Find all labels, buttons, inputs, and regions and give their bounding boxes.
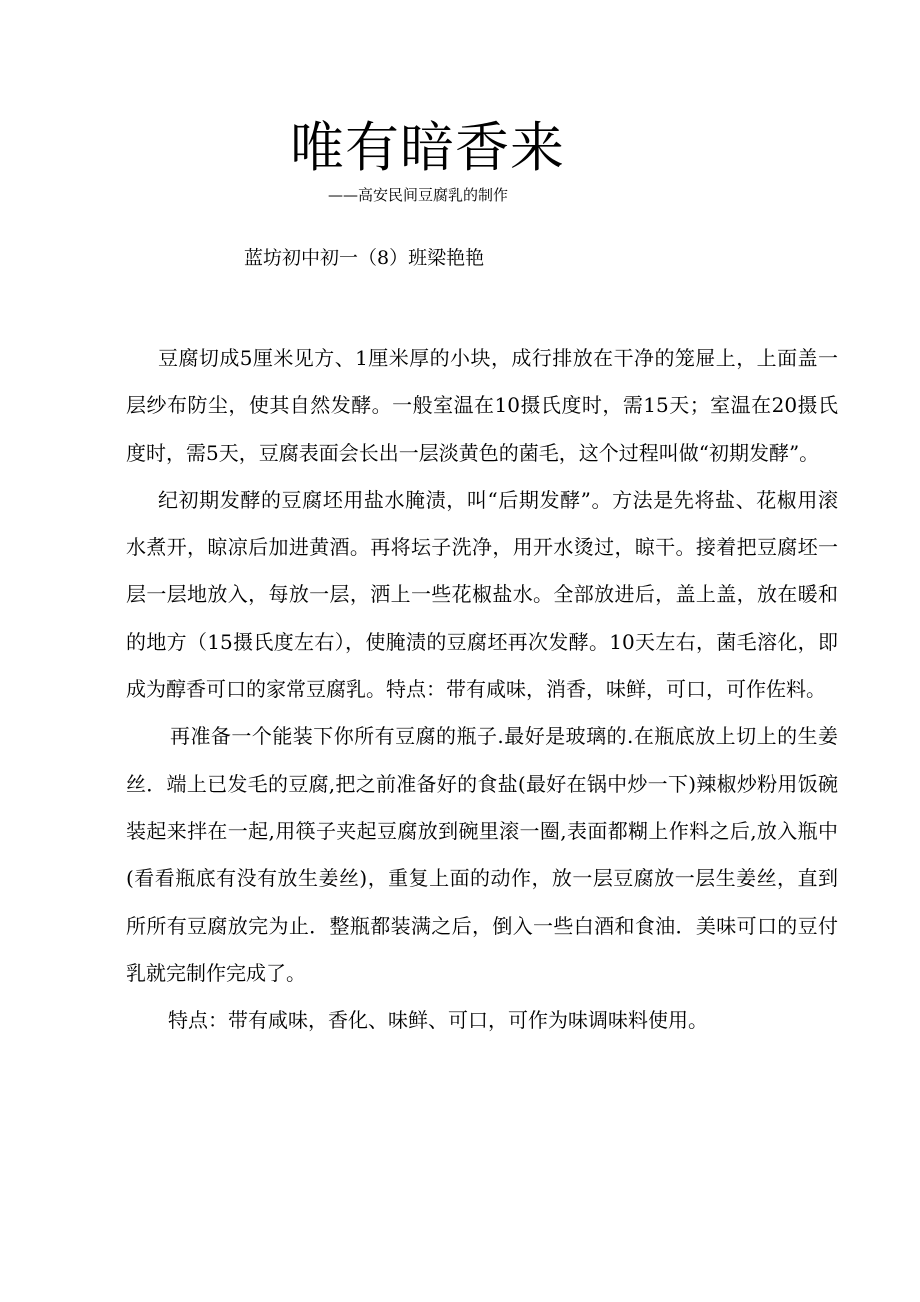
document-title: 唯有暗香来 <box>290 116 565 179</box>
paragraph-initial-fermentation: 豆腐切成5厘米见方、1厘米厚的小块，成行排放在干净的笼屉上，上面盖一层纱布防尘，使其自然发酵。一般室温在10摄氏度时，需15天；室温在20摄氏度时，需5天，豆腐表面会长出一层淡黄色的菌毛，这个过程叫做“初期发酵”。 <box>126 346 838 465</box>
document-subtitle: ——高安民间豆腐乳的制作 <box>328 186 509 204</box>
paragraph-jar-preparation: 再准备一个能装下你所有豆腐的瓶子.最好是玻璃的.在瓶底放上切上的生姜丝．端上已发毛的豆腐,把之前准备好的食盐(最好在锅中炒一下)辣椒炒粉用饭碗装起来拌在一起,用筷子夹起豆腐放到碗里滚一圈,表面都糊上作料之后,放入瓶中(看看瓶底有没有放生姜丝)，重复上面的动作，放一层豆腐放一层生姜丝，直到所所有豆腐放完为止．整瓶都装满之后，倒入一些白酒和食油．美味可口的豆付乳就完制作完成了。 <box>126 724 838 985</box>
paragraph-characteristics: 特点：带有咸味，香化、味鲜、可口，可作为味调味料使用。 <box>168 1008 708 1033</box>
document-body <box>126 335 838 1044</box>
paragraph-later-fermentation: 纪初期发酵的豆腐坯用盐水腌渍，叫“后期发酵”。方法是先将盐、花椒用滚水煮开，晾凉后加进黄酒。再将坛子洗净，用开水烫过，晾干。接着把豆腐坯一层一层地放入，每放一层，洒上一些花椒盐水。全部放进后，盖上盖，放在暖和的地方（15摄氏度左右），使腌渍的豆腐坯再次发酵。10天左右，菌毛溶化，即成为醇香可口的家常豆腐乳。特点：带有咸味，消香，味鲜，可口，可作佐料。 <box>126 487 838 702</box>
author-line: 蓝坊初中初一（8）班梁艳艳 <box>244 247 485 269</box>
